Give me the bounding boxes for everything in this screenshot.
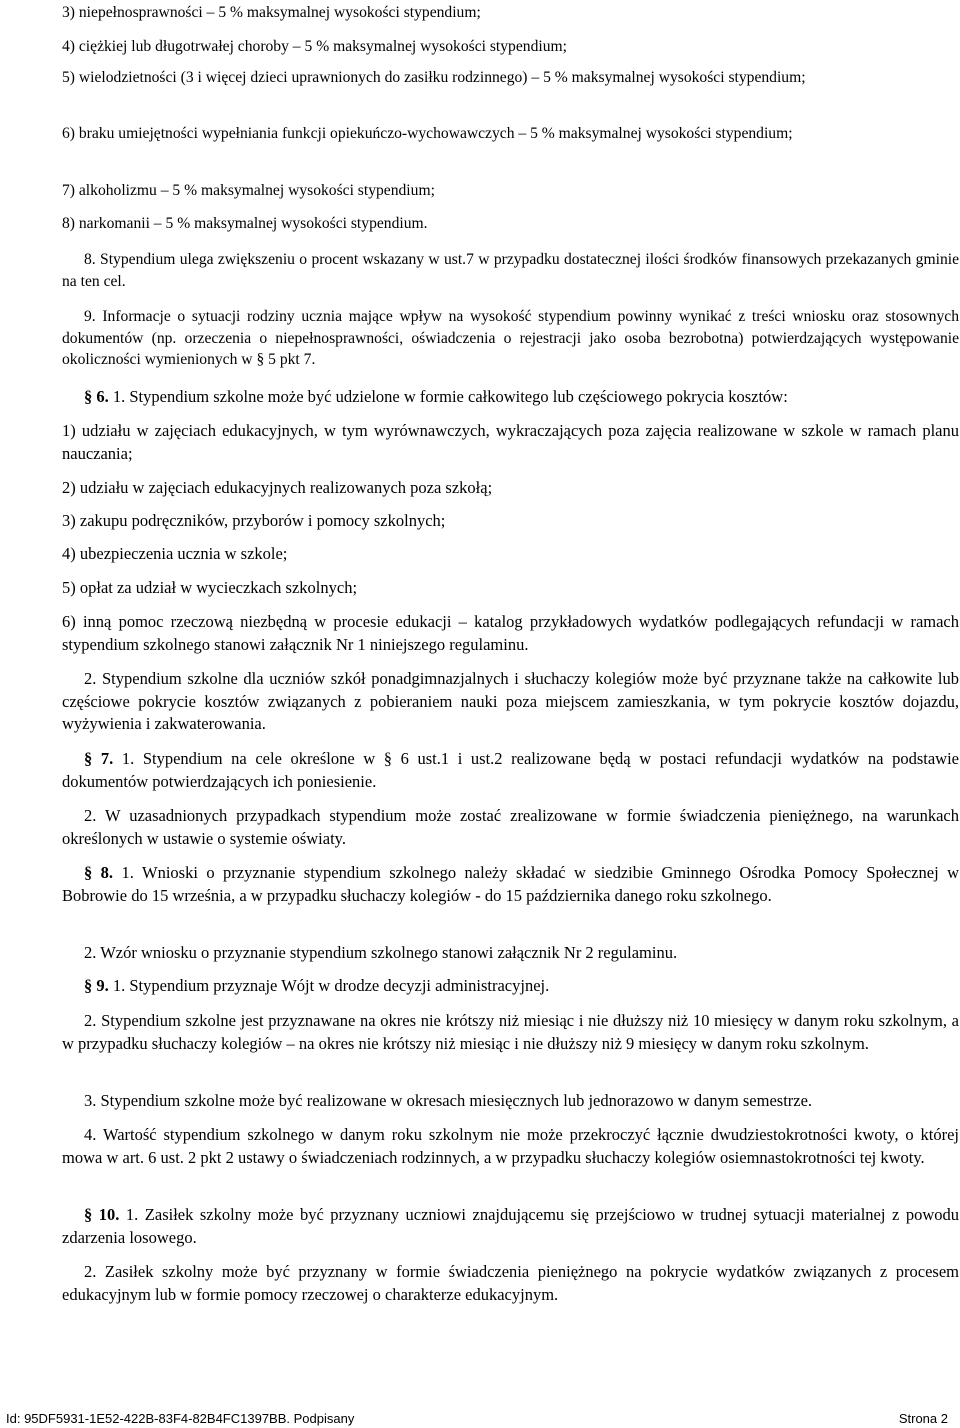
section-6-text: 1. Stypendium szkolne może być udzielone w formie całkowitego lub częściowego pokrycia kosztów: [108,387,788,406]
paragraph-section-10-1 [62,1204,959,1249]
paragraph-section-9-3: 3. Stypendium szkolne może być realizowane w okresach miesięcznych lub jednorazowo w danym semestrze. [84,1091,813,1110]
section-7-text: 1. Stypendium na cele określone w § 6 ust.1 i ust.2 realizowane będą w postaci refundacji wydatków na podstawie dokumentów potwierdzających ich poniesienie. [62,749,959,791]
paragraph-section-5-9: 9. Informacje o sytuacji rodziny ucznia mające wpływ na wysokość stypendium powinny wynikać z treści wniosku oraz stosownych dokumentów (np. orzeczenia o niepełnosprawności, oświadczenia o rejestracji jako osoba bezrobotna) potwierdzających występowanie okoliczności wymienionych w § 5 pkt 7. [62,308,959,368]
section-10-text: 1. Zasiłek szkolny może być przyznany uczniowi znajdującemu się przejściowo w trudnej sytuacji materialnej z powodu zdarzenia losowego. [62,1205,959,1247]
section-9-mark: § 9. [84,976,109,995]
paragraph-section-9-4: 4. Wartość stypendium szkolnego w danym roku szkolnym nie może przekroczyć łącznie dwudziestokrotności kwoty, o której mowa w art. 6 ust. 2 pkt 2 ustawy o świadczeniach rodzinnych, a w przypadku słuchaczy kolegiów osiemnastokrotności tej kwoty. [62,1125,959,1167]
section-8-mark: § 8. [84,863,114,882]
list-item-insurance: 4) ubezpieczenia ucznia w szkole; [62,544,288,563]
list-item-large-family: 5) wielodzietności (3 i więcej dzieci uprawnionych do zasiłku rodzinnego) – 5 % maksymalnej wysokości stypendium; [62,69,806,86]
list-item-trips: 5) opłat za udział w wycieczkach szkolnych; [62,578,358,597]
section-7-mark: § 7. [84,749,114,768]
list-item-material-aid: 6) inną pomoc rzeczową niezbędną w procesie edukacji – katalog przykładowych wydatków podlegających refundacji w ramach stypendium szkolnego stanowi załącznik Nr 1 niniejszego regulaminu. [62,612,959,654]
list-item-drug-addiction: 8) narkomanii – 5 % maksymalnej wysokości stypendium. [62,215,428,232]
paragraph-section-7-2: 2. W uzasadnionych przypadkach stypendium może zostać zrealizowane w formie świadczenia pieniężnego, na warunkach określonych w ustawie o systemie oświaty. [62,806,959,848]
section-8-text: 1. Wnioski o przyznanie stypendium szkolnego należy składać w siedzibie Gminnego Ośrodka Pomocy Społecznej w Bobrowie do 15 września, a w przypadku słuchaczy kolegiów - do 15 października danego roku szkolnego. [62,863,960,905]
list-item-alcoholism: 7) alkoholizmu – 5 % maksymalnej wysokości stypendium; [62,182,435,199]
list-item-textbooks: 3) zakupu podręczników, przyborów i pomocy szkolnych; [62,511,446,530]
paragraph-section-7-1 [62,748,959,793]
page-footer [0,1410,960,1428]
section-6-mark: § 6. [84,387,109,406]
paragraph-section-8-1 [62,862,959,907]
list-item-illness: 4) ciężkiej lub długotrwałej choroby – 5 % maksymalnej wysokości stypendium; [62,38,567,55]
list-item-extra-classes: 2) udziału w zajęciach edukacyjnych realizowanych poza szkołą; [62,478,493,497]
section-9-text: 1. Stypendium przyznaje Wójt w drodze decyzji administracyjnej. [108,976,550,995]
list-item-parenting: 6) braku umiejętności wypełniania funkcji opiekuńczo-wychowawczych – 5 % maksymalnej wysokości stypendium; [62,125,793,142]
list-item-disability: 3) niepełnosprawności – 5 % maksymalnej wysokości stypendium; [62,4,481,21]
paragraph-section-9-1 [62,975,959,998]
list-item-classes: 1) udziału w zajęciach edukacyjnych, w tym wyrównawczych, wykraczających poza zajęcia realizowane w szkole w ramach planu nauczania; [62,421,959,463]
paragraph-section-8-2: 2. Wzór wniosku o przyznanie stypendium szkolnego stanowi załącznik Nr 2 regulaminu. [84,943,678,962]
page-number: Strona 2 [898,1411,948,1426]
document-id: Id: 95DF5931-1E52-422B-83F4-82B4FC1397BB. Podpisany [6,1411,355,1426]
paragraph-section-9-2: 2. Stypendium szkolne jest przyznawane na okres nie krótszy niż miesiąc i nie dłuższy niż 10 miesięcy w danym roku szkolnym, a w przypadku słuchaczy kolegiów – na okres nie krótszy niż miesiąc i nie dłuższy niż 9 miesięcy w danym roku szkolnym. [62,1011,959,1053]
paragraph-section-10-2: 2. Zasiłek szkolny może być przyznany w formie świadczenia pieniężnego na pokrycie wydatków związanych z procesem edukacyjnym lub w formie pomocy rzeczowej o charakterze edukacyjnym. [62,1262,959,1304]
paragraph-section-6-1 [62,386,959,409]
paragraph-section-5-8: 8. Stypendium ulega zwiększeniu o procent wskazany w ust.7 w przypadku dostatecznej ilości środków finansowych przekazanych gminie na ten cel. [62,251,959,290]
section-10-mark: § 10. [84,1205,120,1224]
paragraph-section-6-2: 2. Stypendium szkolne dla uczniów szkół ponadgimnazjalnych i słuchaczy kolegiów może być przyznane także na całkowite lub częściowe pokrycie kosztów związanych z pobieraniem nauki poza miejscem zamieszkania, w tym pokrycie kosztów dojazdu, wyżywienia i zakwaterowania. [62,669,959,733]
